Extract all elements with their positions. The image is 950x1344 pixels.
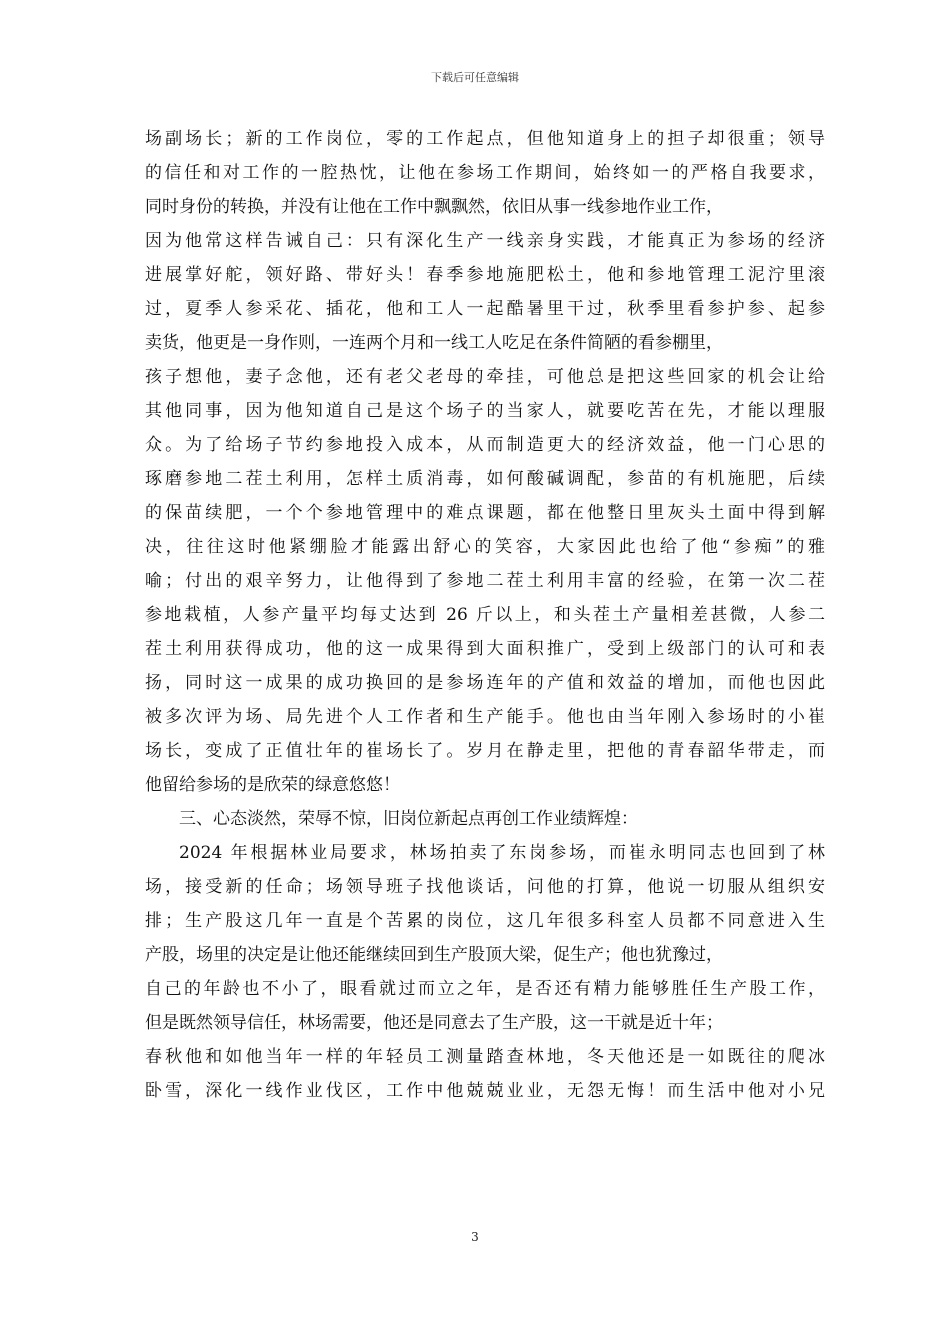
document-body xyxy=(145,122,825,1108)
text-line: 众。为了给场子节约参地投入成本，从而制造更大的经济效益，他一门心思的 xyxy=(145,435,825,455)
text-line: 的信任和对工作的一腔热忱，让他在参场工作期间，始终如一的严格自我要求， xyxy=(145,163,825,183)
text-line: 三、心态淡然，荣辱不惊，旧岗位新起点再创工作业绩辉煌： xyxy=(179,809,638,829)
text-line: 春秋他和如他当年一样的年轻员工测量踏查林地，冬天他还是一如既往的爬冰 xyxy=(145,1047,825,1067)
text-line: 决，往往这时他紧绷脸才能露出舒心的笑容，大家因此也给了他“参痴”的雅 xyxy=(145,537,825,557)
text-line: 产股，场里的决定是让他还能继续回到生产股顶大梁，促生产；他也犹豫过， xyxy=(145,945,723,965)
text-line: 但是既然领导信任，林场需要，他还是同意去了生产股，这一干就是近十年； xyxy=(145,1013,723,1033)
text-line: 茬土利用获得成功，他的这一成果得到大面积推广，受到上级部门的认可和表 xyxy=(145,639,825,659)
text-line: 场，接受新的任命；场领导班子找他谈话，问他的打算，他说一切服从组织安 xyxy=(145,877,825,897)
text-line: 其他同事，因为他知道自己是这个场子的当家人，就要吃苦在先，才能以理服 xyxy=(145,401,825,421)
text-line: 场副场长；新的工作岗位，零的工作起点，但他知道身上的担子却很重；领导 xyxy=(145,129,825,149)
text-line: 被多次评为场、局先进个人工作者和生产能手。他也由当年刚入参场时的小崔 xyxy=(145,707,825,727)
text-line: 同时身份的转换，并没有让他在工作中飘飘然，依旧从事一线参地作业工作， xyxy=(145,197,723,217)
text-line: 琢磨参地二茬土利用，怎样土质消毒，如何酸碱调配，参苗的有机施肥，后续 xyxy=(145,469,825,489)
text-line: 排；生产股这几年一直是个苦累的岗位，这几年很多科室人员都不同意进入生 xyxy=(145,911,825,931)
text-line: 因为他常这样告诫自己：只有深化生产一线亲身实践，才能真正为参场的经济 xyxy=(145,231,825,251)
text-line: 参地栽植，人参产量平均每丈达到 26 斤以上，和头茬土产量相差甚微，人参二 xyxy=(145,605,825,625)
text-line: 扬，同时这一成果的成功换回的是参场连年的产值和效益的增加，而他也因此 xyxy=(145,673,825,693)
text-line: 他留给参场的是欣荣的绿意悠悠！ xyxy=(145,775,400,795)
text-line: 卖货，他更是一身作则，一连两个月和一线工人吃足在条件简陋的看参棚里， xyxy=(145,333,723,353)
text-line: 场长，变成了正值壮年的崔场长了。岁月在静走里，把他的青春韶华带走，而 xyxy=(145,741,825,761)
text-line: 孩子想他，妻子念他，还有老父老母的牵挂，可他总是把这些回家的机会让给 xyxy=(145,367,825,387)
text-line: 的保苗续肥，一个个参地管理中的难点课题，都在他整日里灰头土面中得到解 xyxy=(145,503,825,523)
page-number: 3 xyxy=(471,1230,479,1244)
text-line: 进展掌好舵，领好路、带好头！春季参地施肥松土，他和参地管理工泥泞里滚 xyxy=(145,265,825,285)
text-line: 喻；付出的艰辛努力，让他得到了参地二茬土利用丰富的经验，在第一次二茬 xyxy=(145,571,825,591)
text-line: 2024 年根据林业局要求，林场拍卖了东岗参场，而崔永明同志也回到了林 xyxy=(179,843,825,863)
text-line: 卧雪，深化一线作业伐区，工作中他兢兢业业，无怨无悔！而生活中他对小兄 xyxy=(145,1081,825,1101)
text-line: 自己的年龄也不小了，眼看就过而立之年，是否还有精力能够胜任生产股工作， xyxy=(145,979,825,999)
page-header-note: 下载后可任意编辑 xyxy=(431,71,519,84)
text-line: 过，夏季人参采花、插花，他和工人一起酷暑里干过，秋季里看参护参、起参 xyxy=(145,299,825,319)
